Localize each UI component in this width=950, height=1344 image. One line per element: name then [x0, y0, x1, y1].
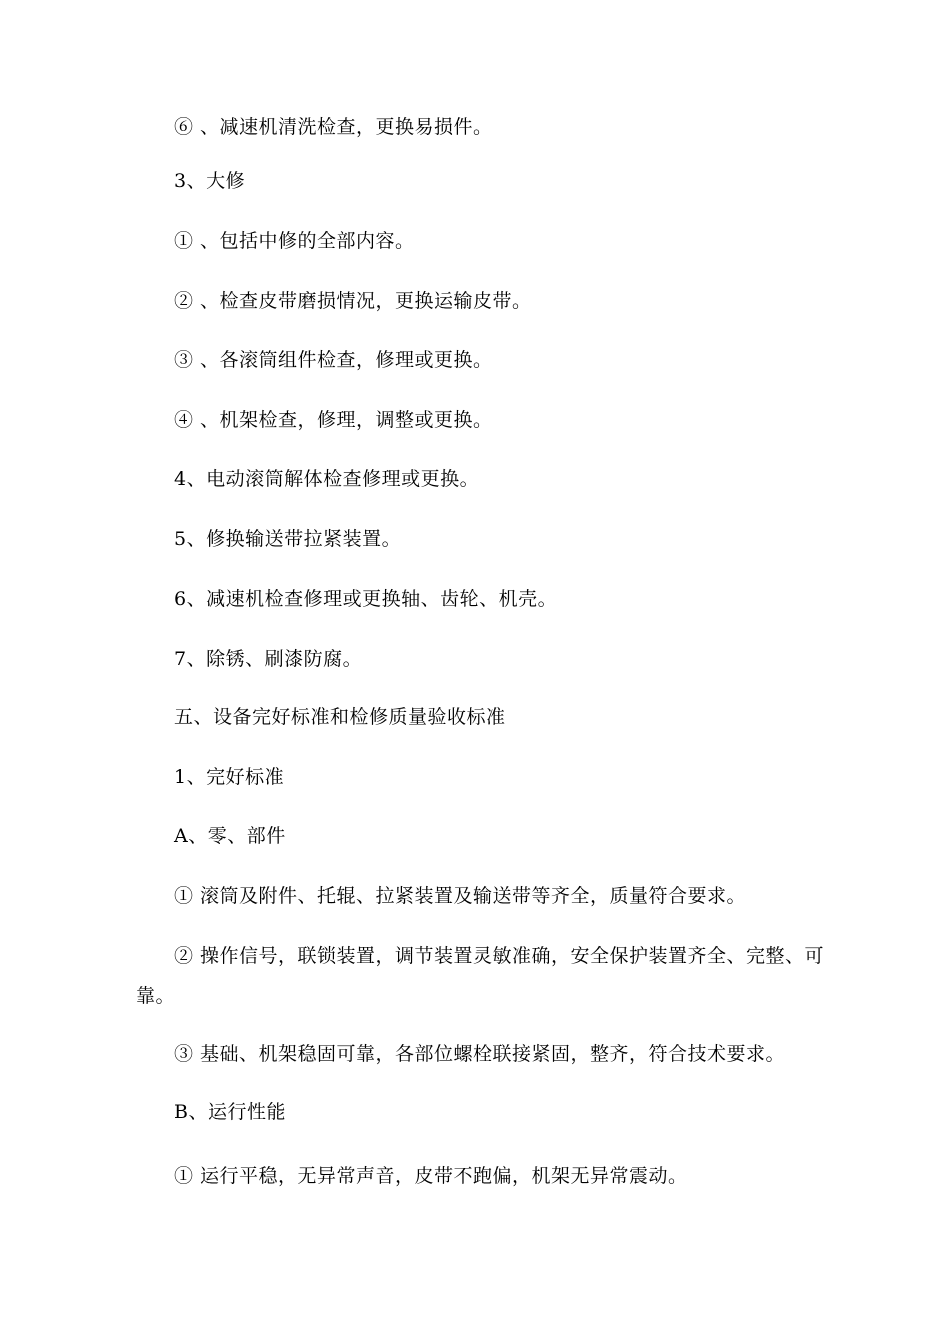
- subsection-heading: B、运行性能: [174, 1101, 286, 1123]
- text-line: 4、电动滚筒解体检查修理或更换。: [174, 468, 480, 490]
- text-line: ① 运行平稳，无异常声音，皮带不跑偏，机架无异常震动。: [174, 1165, 688, 1187]
- text-line: ④ 、机架检查，修理，调整或更换。: [174, 409, 493, 431]
- text-line: ② 、检查皮带磨损情况，更换运输皮带。: [174, 290, 532, 312]
- text-line: ① 滚筒及附件、托辊、拉紧装置及输送带等齐全，质量符合要求。: [174, 885, 747, 907]
- text-line: ① 、包括中修的全部内容。: [174, 230, 415, 252]
- chapter-heading: 五、设备完好标准和检修质量验收标准: [174, 706, 506, 728]
- text-line: 7、除锈、刷漆防腐。: [174, 648, 363, 670]
- section-heading: 3、大修: [174, 170, 246, 192]
- text-paragraph: ② 操作信号，联锁装置，调节装置灵敏准确，安全保护装置齐全、完整、可靠。: [136, 945, 825, 1007]
- text-line: ③ 基础、机架稳固可靠，各部位螺栓联接紧固，整齐，符合技术要求。: [174, 1043, 786, 1065]
- text-line: 6、减速机检查修理或更换轴、齿轮、机壳。: [174, 588, 558, 610]
- text-line: ③ 、各滚筒组件检查，修理或更换。: [174, 349, 493, 371]
- text-line: ⑥ 、减速机清洗检查，更换易损件。: [174, 116, 493, 138]
- text-line: 5、修换输送带拉紧装置。: [174, 528, 402, 550]
- section-heading: 1、完好标准: [174, 766, 285, 788]
- subsection-heading: A、零、部件: [174, 825, 286, 847]
